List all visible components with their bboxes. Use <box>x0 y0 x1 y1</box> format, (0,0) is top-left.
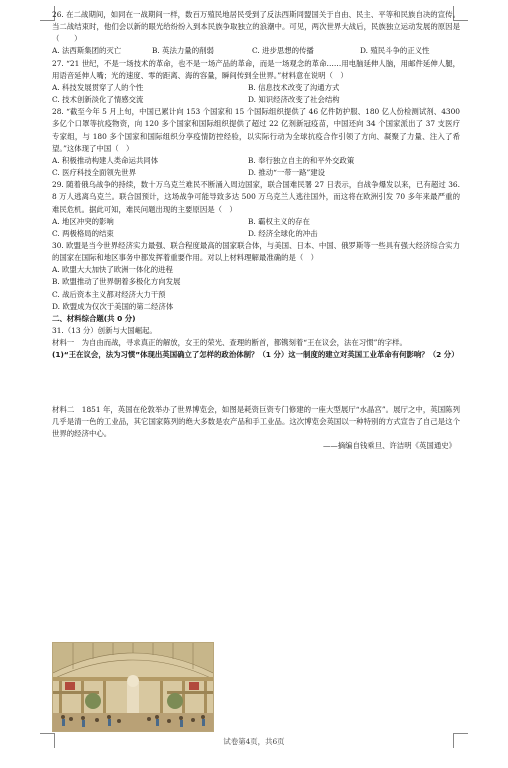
question-28-options <box>52 155 460 179</box>
question-27-options <box>52 82 460 106</box>
question-29-stem: 29. 随着俄乌战争的持续，数十万乌克兰难民不断涌入周边国家，联合国难民署 27 日表示，自战争爆发以来，已有超过 36.8 万人逃离乌克兰。联合国预计，这场战争可能导致多达 500 万乌克兰人逃往国外，而这将在欧洲引发 70 多年来最严重的难民危机。据此可知，难民问题出现的主要原因是（ ） <box>52 180 460 214</box>
question-27-option-c[interactable]: C. 技术创新淡化了情感交流 <box>52 95 144 105</box>
question-28-option-c[interactable]: C. 医疗科技全面领先世界 <box>52 168 136 178</box>
question-30-stem: 30. 欧盟是当今世界经济实力最强、联合程度最高的国家联合体，与美国、日本、中国、俄罗斯等一些具有强大经济综合实力的国家在国际和地区事务中都发挥着重要作用。对以上材料理解最准确的是（ ） <box>52 240 460 263</box>
question-28-stem: 28. “截至今年 5 月上旬，中国已累计向 153 个国家和 15 个国际组织提供了 46 亿件防护服、180 亿人份检测试剂、4300 多亿个口罩等抗疫物资，向 120 多个国家和国际组织提供了超过 22 亿剂新冠疫苗，中国还向 34 个国家派出了 37 支医疗专家组，与 180 多个国家和国际组织分享疫情防控经验，以实际行动为全球抗疫合作引领了方向、凝聚了力量、注入了希望。”这体现了中国（ ） <box>52 107 460 153</box>
question-28-option-d[interactable]: D. 推动“一带一路”建设 <box>248 168 326 178</box>
question-29-option-c[interactable]: C. 两极格局的结束 <box>52 228 114 238</box>
question-27-option-d[interactable]: D. 知识经济改变了社会结构 <box>248 95 340 105</box>
page-footer: 试卷第4页，共6页 <box>223 737 285 746</box>
question-29-option-b[interactable]: B. 霸权主义的存在 <box>248 216 310 226</box>
question-30-option-a[interactable]: A. 欧盟大大加快了欧洲一体化的进程 <box>52 265 173 275</box>
question-29-options <box>52 216 460 240</box>
question-26-option-b[interactable]: B. 英法力量的削弱 <box>152 46 214 56</box>
question-26-option-d[interactable]: D. 殖民斗争的正义性 <box>360 46 430 56</box>
question-30-option-d[interactable]: D. 欧盟成为仅次于美国的第二经济体 <box>52 301 174 311</box>
question-26-option-c[interactable]: C. 进步思想的传播 <box>252 46 314 56</box>
question-26-stem: 26. 在二战期间，如同在一战期间一样，数百万殖民地居民受到了反法西斯同盟国关于自由、民主、平等和民族自决的宣传。当二战结束时，他们会以新的眼光给纷纷入到本民族争取独立的浪潮中。可见，两次世界大战后，民族独立运动发展的原因是（ ） <box>52 10 460 44</box>
question-31-attribution: ——摘编自钱乘旦、许洁明《英国通史》 <box>322 441 456 450</box>
question-26-options <box>52 45 460 57</box>
question-26-option-a[interactable]: A. 法西斯集团的灭亡 <box>52 46 122 56</box>
section-heading-material: 二、材料综合题(共 0 分) <box>52 313 136 323</box>
question-30-option-b[interactable]: B. 欧盟推动了世界朝着多极化方向发展 <box>52 277 181 287</box>
question-27-option-b[interactable]: B. 信息技术改变了沟通方式 <box>248 82 340 92</box>
question-28-option-b[interactable]: B. 奉行独立自主的和平外交政策 <box>248 155 355 165</box>
question-27-option-a[interactable]: A. 科技发展贯穿了人的个性 <box>52 82 144 92</box>
question-29-option-a[interactable]: A. 地区冲突的影响 <box>52 216 114 226</box>
question-31-header: 31.（13 分）创新与大国崛起。 <box>52 326 157 336</box>
question-31-subquestion-1: (1)“王在议会，法为习惯”体现出英国确立了怎样的政治体制？（1 分）这一制度的建立对英国工业革命有何影响？（2 分） <box>52 350 459 360</box>
question-28-option-a[interactable]: A. 积极推动构建人类命运共同体 <box>52 155 159 165</box>
question-29-option-d[interactable]: D. 经济全球化的冲击 <box>248 228 318 238</box>
answer-space[interactable] <box>52 362 460 404</box>
crystal-palace-image <box>52 642 214 732</box>
question-30-option-c[interactable]: C. 战后资本主义都对经济大力干预 <box>52 289 166 299</box>
question-31-material-2: 材料二 1851 年，英国在伦敦举办了世界博览会，如图是耗资巨资专门修建的一座大型展厅“水晶宫”。展厅之中，英国陈列几乎是清一色的工业品，其它国家陈列的绝大多数是农产品和手工业品。这次博览会英国以一种特别的方式宣告了自己是这个世界的经济中心。 <box>52 404 460 438</box>
question-27-stem: 27. “21 世纪，不是一场技术的革命，也不是一场产品的革命，而是一场观念的革命……用电脑延伸人脑，用邮件延伸人腿，用语音延伸人嘴；光的速度、零的距离、海的容量，瞬间传到全世界。”材料意在说明（ ） <box>52 58 460 80</box>
exam-content <box>52 9 460 452</box>
question-31-material-1: 材料一 为自由而战，寻求真正的解放，女王的荣光、查理的断首，都镌刻着“王在议会，法在习惯”的字样。 <box>52 338 407 348</box>
crystal-palace-illustration <box>53 643 213 731</box>
